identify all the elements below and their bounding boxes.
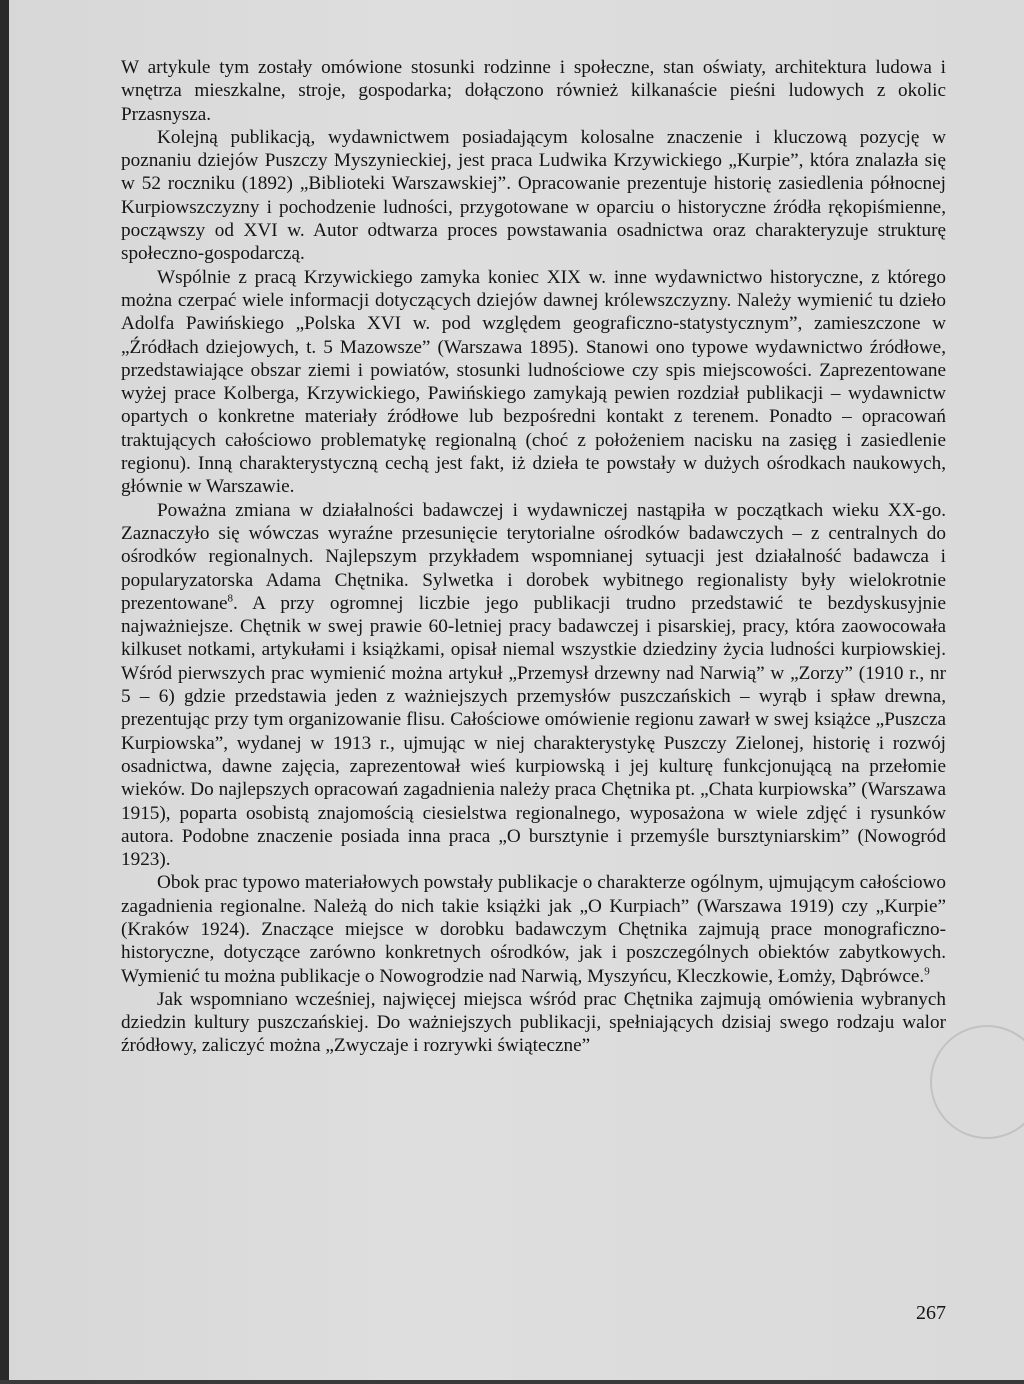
footnote-mark-8: 8: [227, 592, 234, 605]
footnote-mark-9: 9: [924, 965, 930, 978]
paragraph-5: [121, 871, 946, 987]
scan-bottom-edge: [0, 1380, 1024, 1384]
paragraph-4: [121, 499, 946, 872]
paragraph-3: Wspólnie z pracą Krzywickiego zamyka koniec XIX w. inne wydawnictwo historyczne, z którego można czerpać wiele informacji dotyczących dziejów dawnej królewszczyzny. Należy wymienić tu dzieło Adolfa Pawińskiego „Polska XVI w. pod względem geograficzno-statystycznym”, zamieszczone w „Źródłach dziejowych, t. 5 Mazowsze” (Warszawa 1895). Stanowi ono typowe wydawnictwo źródłowe, przedstawiające obszar ziemi i powiatów, stosunki ludnościowe czy spis miejscowości. Zaprezentowane wyżej prace Kolberga, Krzywickiego, Pawińskiego zamykają pewien rozdział publikacji – wydawnictw opartych o konkretne materiały źródłowe lub bezpośredni kontakt z terenem. Ponadto – opracowań traktujących całościowo problematykę regionalną (choć z położeniem nacisku na zasięg i zasiedlenie regionu). Inną charakterystyczną cechą jest fakt, iż dzieła te powstały w dużych ośrodkach naukowych, głównie w Warszawie.: [121, 266, 946, 498]
body-text: [121, 56, 946, 1058]
paragraph-1: W artykule tym zostały omówione stosunki rodzinne i społeczne, stan oświaty, architektura ludowa i wnętrza mieszkalne, stroje, gospodarka; dołączono również kilkanaście pieśni ludowych z okolic Przasnysza.: [121, 57, 946, 125]
paragraph-2: Kolejną publikacją, wydawnictwem posiadającym kolosalne znaczenie i kluczową pozycję w poznaniu dziejów Puszczy Myszynieckiej, jest praca Ludwika Krzywickiego „Kurpie”, która znalazła się w 52 roczniku (1892) „Biblioteki Warszawskiej”. Opracowanie prezentuje historię zasiedlenia północnej Kurpiowszczyzny i pochodzenie ludności, przygotowane w oparciu o historyczne źródła rękopiśmienne, począwszy od XVI w. Autor odtwarza proces powstawania osadnictwa oraz charakteryzuje strukturę społeczno-gospodarczą.: [121, 126, 946, 265]
page-number: 267: [916, 1302, 946, 1324]
paragraph-6: Jak wspomniano wcześniej, najwięcej miejsca wśród prac Chętnika zajmują omówienia wybranych dziedzin kultury puszczańskiej. Do ważniejszych publikacji, spełniających dzisiaj swego rodzaju walor źródłowy, zaliczyć można „Zwyczaje i rozrywki świąteczne”: [121, 988, 946, 1057]
paragraph-5-text: Obok prac typowo materiałowych powstały publikacje o charakterze ogólnym, ujmującym całościowo zagadnienia regionalne. Należą do nich takie książki jak „O Kurpiach” (Warszawa 1919) czy „Kurpie” (Kraków 1924). Znaczące miejsce w dorobku badawczym Chętnika zajmują prace monograficzno-historyczne, dotyczące zarówno konkretnych ośrodków, jak i poszczególnych obiektów zabytkowych. Wymienić tu można publikacje o Nowogrodzie nad Narwią, Myszyńcu, Kleczkowie, Łomży, Dąbrówce.: [121, 872, 946, 987]
paragraph-4-part-b: . A przy ogromnej liczbie jego publikacji trudno przedstawić te bezdyskusyjnie najważniejsze. Chętnik w swej prawie 60-letniej pracy badawczej i pisarskiej, pracy, która zaowocowała kilkuset notkami, artykułami i książkami, opisał niemal wszystkie dziedziny życia ludności kurpiowskiej. Wśród pierwszych prac wymienić można artykuł „Przemysł drzewny nad Narwią” w „Zorzy” (1910 r., nr 5 – 6) gdzie przedstawia jeden z ważniejszych przemysłów puszczańskich – wyrąb i spław drewna, prezentując przy tym organizowanie flisu. Całościowe omówienie regionu zawarł w swej książce „Puszcza Kurpiowska”, wydanej w 1913 r., ujmując w niej charakterystykę Puszczy Zielonej, historię i rozwój osadnictwa, dawne zajęcia, zaprezentował wieś kurpiowską i jej kulturę funkcjonującą na przełomie wieków. Do najlepszych opracowań zagadnienia należy praca Chętnika pt. „Chata kurpiowska” (Warszawa 1915), poparta osobistą znajomością ciesielstwa regionalnego, wyposażona w wiele zdjęć i rysunków autora. Podobne znaczenie posiada inna praca „O bursztynie i przemyśle bursztyniarskim” (Nowogród 1923).: [121, 592, 946, 871]
paragraph-4-part-a: Poważna zmiana w działalności badawczej i wydawniczej nastąpiła w początkach wieku XX-go. Zaznaczyło się wówczas wyraźne przesunięcie terytorialne ośrodków badawczych – z centralnych do ośrodków regionalnych. Najlepszym przykładem wspomnianej sytuacji jest działalność badawcza i popularyzatorska Adama Chętnika. Sylwetka i dorobek wybitnego regionalisty były wielokrotnie prezentowane: [121, 499, 946, 614]
scan-left-edge: [0, 0, 9, 1384]
